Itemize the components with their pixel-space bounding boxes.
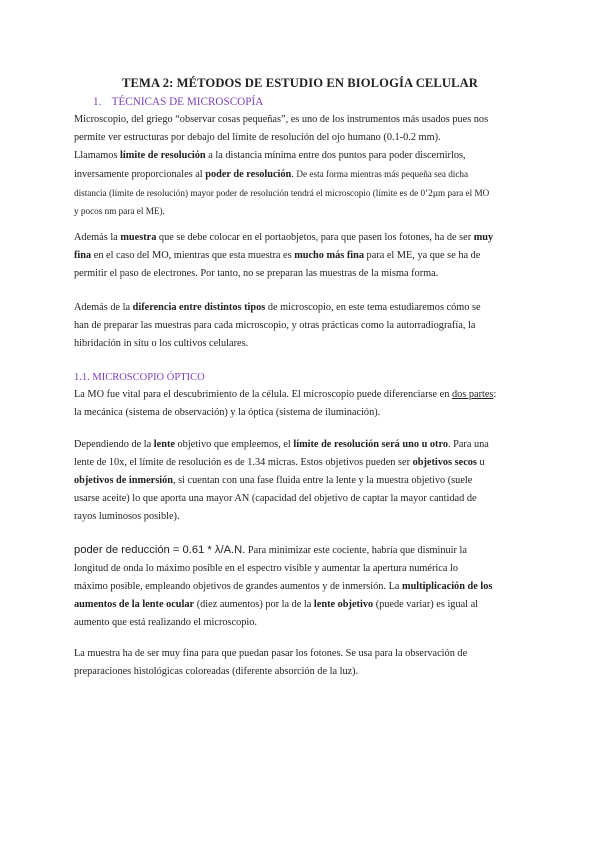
text-line: permite ver estructuras por debajo del límite de resolución del ojo humano (0.1-0.2 mm). — [74, 132, 441, 143]
text-line: Llamamos límite de resolución a la distancia mínima entre dos puntos para poder discernirlos, — [74, 150, 466, 161]
section-heading-1 — [93, 96, 263, 108]
bold-term: multiplicación de los — [402, 581, 493, 592]
bold-term: lente objetivo — [313, 599, 374, 610]
text-line: máximo posible, empleando objetivos de grandes aumentos y de inmersión. La multiplicación de los — [74, 581, 493, 592]
text-line: aumento que está realizando el microscopio. — [74, 617, 257, 628]
text-line: rayos luminosos posible). — [74, 511, 180, 522]
text-line: la mecánica (sistema de observación) y la óptica (sistema de iluminación). — [74, 407, 381, 418]
text-line: Dependiendo de la lente objetivo que empleemos, el límite de resolución será uno u otro. Para una — [74, 439, 489, 450]
text-line: La MO fue vital para el descubrimiento de la célula. El microscopio puede diferenciarse en dos partes: — [74, 389, 497, 400]
bold-term: fina — [74, 250, 92, 261]
bold-term: muy — [473, 232, 494, 243]
text-line: preparaciones histológicas coloreadas (diferente absorción de la luz). — [74, 666, 359, 677]
bold-term: límite de resolución será uno u otro — [293, 439, 448, 450]
text-line: poder de reducción = 0.61 * λ/A.N. Para minimizar este cociente, habría que disminuir la — [74, 544, 467, 556]
text-line: La muestra ha de ser muy fina para que puedan pasar los fotones. Se usa para la observación de — [74, 648, 468, 659]
paragraph-7 — [74, 645, 534, 681]
bold-term: objetivos de inmersión — [74, 475, 173, 486]
bold-term: lente — [153, 439, 175, 450]
text-line: usarse aceite) lo que aporta una mayor AN (capacidad del objetivo de captar la mayor cantidad de — [74, 493, 477, 504]
bold-term: aumentos de la lente ocular — [74, 599, 195, 610]
bold-term: diferencia entre distintos tipos — [132, 302, 266, 313]
bold-term: poder de resolución — [205, 169, 292, 180]
section-label: TÉCNICAS DE MICROSCOPÍA — [111, 96, 264, 108]
text-line: permitir el paso de electrones. Por tanto, no se preparan las muestras de la misma forma. — [74, 268, 439, 279]
text-line: distancia (límite de resolución) mayor poder de resolución tendrá el microscopio (límite es de 0’2µm para el MO — [74, 188, 490, 198]
paragraph-1 — [74, 111, 534, 220]
text-line: lente de 10x, el límite de resolución es de 1.34 micras. Estos objetivos pueden ser objetivos secos u — [74, 457, 485, 468]
formula: poder de reducción = 0.61 * λ/A.N. — [74, 544, 246, 556]
bold-term: mucho más fina — [294, 250, 364, 261]
underlined-term: dos partes — [451, 389, 494, 400]
text-line: hibridación in situ o los cultivos celulares. — [74, 338, 249, 349]
paragraph-2 — [74, 229, 534, 283]
text-line: objetivos de inmersión, si cuentan con una fase fluida entre la lente y la muestra objetivo (suele — [74, 475, 473, 486]
text-line: Microscopio, del griego “observar cosas pequeñas”, es uno de los instrumentos más usados pues nos — [74, 114, 489, 125]
text-line: Además la muestra que se debe colocar en el portaobjetos, para que pasen los fotones, ha de ser muy — [74, 232, 494, 243]
text-line: longitud de onda lo máximo posible en el espectro visible y aumentar la apertura numérica lo — [74, 563, 459, 574]
subsection-heading: 1.1. MICROSCOPIO ÓPTICO — [74, 372, 205, 383]
page-title: TEMA 2: MÉTODOS DE ESTUDIO EN BIOLOGÍA CELULAR — [121, 76, 478, 90]
section-number: 1. — [93, 96, 102, 108]
bold-term: muestra — [120, 232, 157, 243]
paragraph-3 — [74, 299, 534, 353]
text-line: y pocos nm para el ME). — [74, 206, 165, 216]
paragraph-5 — [74, 436, 534, 526]
bold-term: objetivos secos — [412, 457, 477, 468]
bold-term: límite de resolución — [120, 150, 206, 161]
text-line: inversamente proporcionales al poder de resolución. De esta forma mientras más pequeña sea dicha — [74, 169, 469, 180]
text-line: fina en el caso del MO, mientras que esta muestra es mucho más fina para el ME, ya que se ha de — [74, 250, 481, 261]
paragraph-6 — [74, 541, 534, 632]
text-line: han de preparar las muestras para cada microscopio, y otras prácticas como la autorradiografía, la — [74, 320, 476, 331]
text-line: Además de la diferencia entre distintos tipos de microscopio, en este tema estudiaremos cómo se — [74, 302, 481, 313]
text-line: aumentos de la lente ocular (diez aumentos) por la de la lente objetivo (puede variar) es igual al — [74, 599, 479, 610]
paragraph-4 — [74, 386, 534, 422]
